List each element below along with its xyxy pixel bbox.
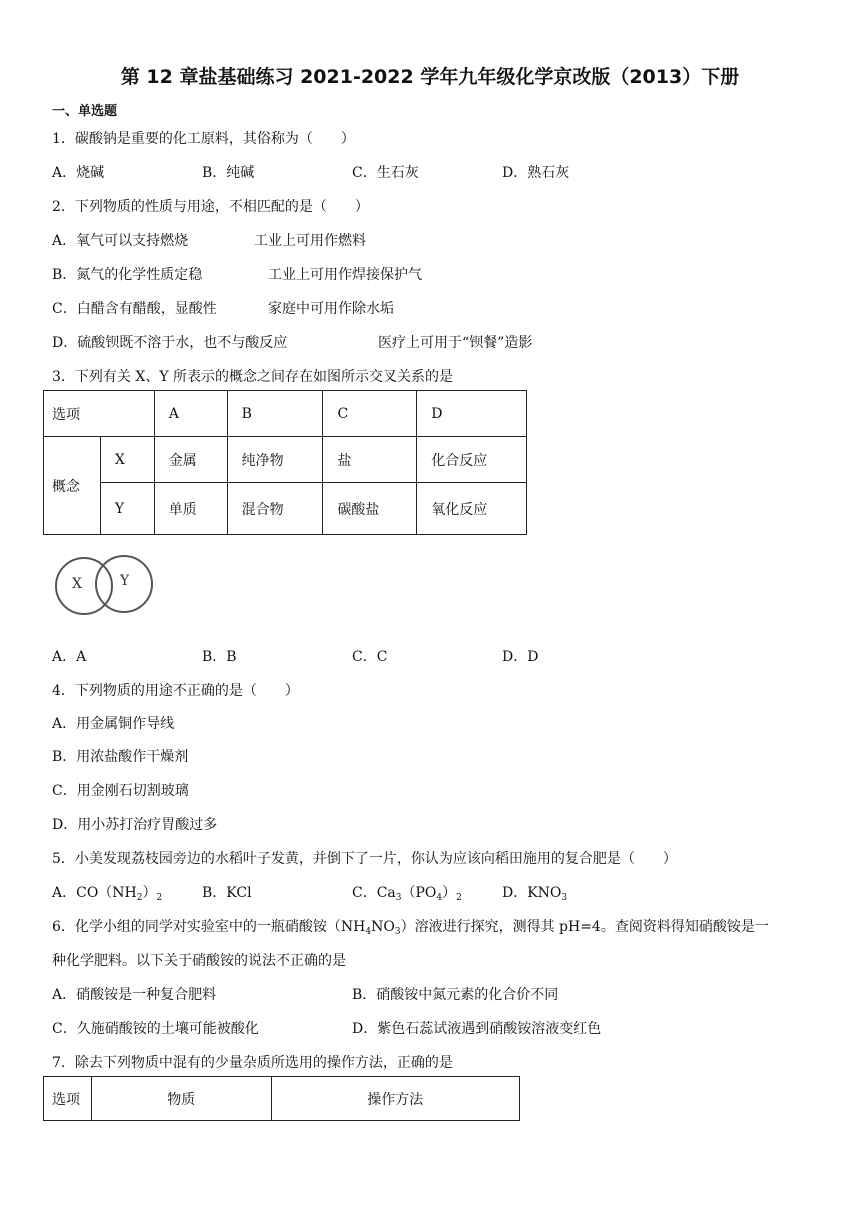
y-a: 单质	[154, 483, 227, 535]
q6-stem-no: NO	[371, 919, 395, 935]
page-title: 第 12 章盐基础练习 2021-2022 学年九年级化学京改版（2013）下册	[120, 66, 740, 88]
section-heading: 一、单选题	[52, 104, 118, 119]
question-3-stem: 3．下列有关 X、Y 所表示的概念之间存在如图所示交叉关系的是	[52, 369, 454, 385]
q5-c-sub: 3	[395, 893, 402, 903]
x-c: 盐	[323, 437, 417, 483]
venn-label-y: Y	[120, 573, 130, 589]
header-a: A	[154, 391, 227, 437]
question-6-stem-line-1	[52, 916, 769, 937]
q5-c-text: C．Ca	[352, 885, 396, 901]
q2-option-d-use: 医疗上可用于“钡餐”造影	[378, 335, 533, 351]
q6-stem-text-1: 6．化学小组的同学对实验室中的一瓶硝酸铵（NH	[52, 919, 366, 935]
concept-table-y-row	[44, 483, 527, 535]
concept-table	[43, 390, 527, 535]
question-4-stem: 4．下列物质的用途不正确的是（ ）	[52, 683, 299, 699]
q6-stem-sub-2: 3	[394, 927, 401, 937]
x-a: 金属	[154, 437, 227, 483]
q6-stem-sub-1: 4	[365, 927, 372, 937]
q2-option-c-use: 家庭中可用作除水垢	[268, 301, 394, 317]
q7-header-substance: 物质	[91, 1077, 271, 1121]
q5-d-text: D．KNO	[502, 885, 562, 901]
q5-a-paren: ）	[142, 885, 157, 901]
q7-table-header-row	[44, 1077, 520, 1121]
header-d: D	[417, 391, 527, 437]
header-c: C	[323, 391, 417, 437]
q5-option-d	[502, 882, 567, 903]
q1-option-c: C．生石灰	[352, 165, 419, 181]
venn-circle-x	[56, 558, 112, 614]
q5-a-text: A．CO（NH	[52, 885, 137, 901]
q7-header-option: 选项	[44, 1077, 92, 1121]
question-7-stem: 7．除去下列物质中混有的少量杂质所选用的操作方法，正确的是	[52, 1055, 453, 1071]
q2-option-c-property: C．白醋含有醋酸，显酸性	[52, 301, 217, 317]
q1-option-d: D．熟石灰	[502, 165, 570, 181]
q6-option-b: B．硝酸铵中氮元素的化合价不同	[352, 987, 559, 1003]
q5-a-sub: 2	[136, 893, 143, 903]
question-2-stem: 2．下列物质的性质与用途，不相匹配的是（ ）	[52, 199, 369, 215]
q2-option-b-use: 工业上可用作焊接保护气	[268, 267, 422, 283]
q3-option-a: A．A	[52, 649, 87, 665]
q3-option-b: B．B	[202, 649, 237, 665]
q3-option-d: D．D	[502, 649, 539, 665]
q6-option-c: C．久施硝酸铵的土壤可能被酸化	[52, 1021, 259, 1037]
q5-c-sub2: 4	[436, 893, 443, 903]
row-label-concept: 概念	[44, 437, 101, 535]
q5-a-sub2: 2	[156, 893, 163, 903]
q5-option-b: B．KCl	[202, 885, 252, 901]
q1-option-a: A．烧碱	[52, 165, 105, 181]
q1-option-b: B．纯碱	[202, 165, 255, 181]
q6-option-a: A．硝酸铵是一种复合肥料	[52, 987, 217, 1003]
y-label: Y	[100, 483, 154, 535]
y-d: 氧化反应	[417, 483, 527, 535]
q7-table	[43, 1076, 520, 1121]
q5-c-po: （PO	[401, 885, 437, 901]
q4-option-c: C．用金刚石切割玻璃	[52, 783, 189, 799]
q5-option-a	[52, 882, 162, 903]
venn-label-x: X	[72, 576, 82, 592]
x-b: 纯净物	[227, 437, 323, 483]
q5-option-c	[352, 882, 462, 903]
question-6-stem-line-2: 种化学肥料。以下关于硝酸铵的说法不正确的是	[52, 953, 346, 969]
q2-option-d-property: D．硫酸钡既不溶于水，也不与酸反应	[52, 335, 288, 351]
header-b: B	[227, 391, 323, 437]
y-c: 碳酸盐	[323, 483, 417, 535]
x-d: 化合反应	[417, 437, 527, 483]
venn-diagram	[50, 552, 160, 618]
q4-option-a: A．用金属铜作导线	[52, 716, 175, 732]
q4-option-b: B．用浓盐酸作干燥剂	[52, 749, 189, 765]
q5-c-sub3: 2	[456, 893, 462, 903]
q6-option-d: D．紫色石蕊试液遇到硝酸铵溶液变红色	[352, 1021, 602, 1037]
concept-table-header-row	[44, 391, 527, 437]
q3-option-c: C．C	[352, 649, 388, 665]
q2-option-b-property: B．氮气的化学性质定稳	[52, 267, 203, 283]
question-5-stem: 5．小美发现荔枝园旁边的水稻叶子发黄，并倒下了一片，你认为应该向稻田施用的复合肥是（ ）	[52, 851, 677, 867]
x-label: X	[100, 437, 154, 483]
q2-option-a-property: A．氧气可以支持燃烧	[52, 233, 189, 249]
header-option: 选项	[44, 391, 155, 437]
y-b: 混合物	[227, 483, 323, 535]
question-1-stem: 1．碳酸钠是重要的化工原料，其俗称为（ ）	[52, 131, 355, 147]
concept-table-x-row	[44, 437, 527, 483]
q2-option-a-use: 工业上可用作燃料	[254, 233, 366, 249]
q7-header-method: 操作方法	[271, 1077, 519, 1121]
q4-option-d: D．用小苏打治疗胃酸过多	[52, 817, 218, 833]
q5-d-sub: 3	[561, 893, 568, 903]
q5-c-paren: ）	[442, 885, 457, 901]
q6-stem-text-2: ）溶液进行探究，测得其 pH=4。查阅资料得知硝酸铵是一	[400, 919, 769, 935]
